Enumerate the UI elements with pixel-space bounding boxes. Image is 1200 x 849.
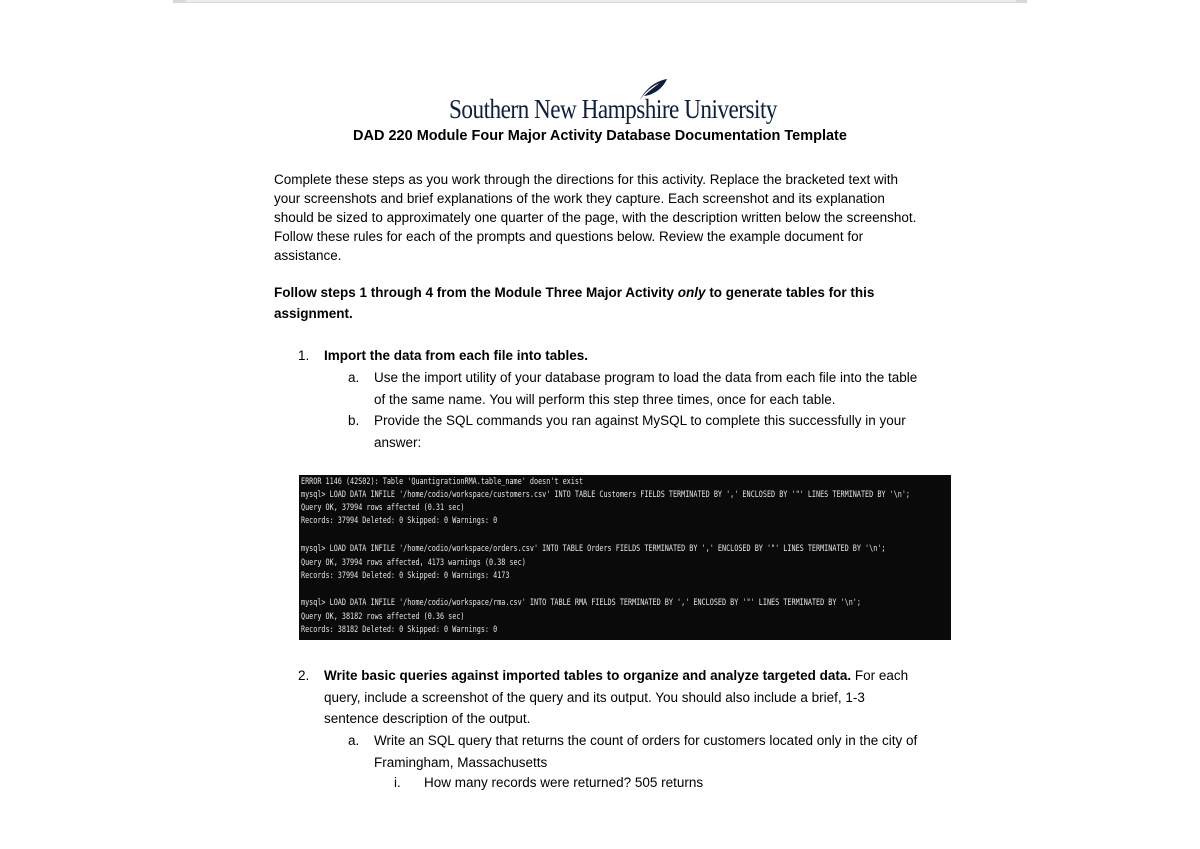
intro-paragraph: Complete these steps as you work through the directions for this activity. Replace the bracketed text with your screenshots and brief explanations of the work they capture. Each screenshot and its explanation should be sized to approximately one quarter of the page, with the description written below the screenshot. Follow these rules for each of the prompts and questions below. Review the example document for assistance. [274, 172, 917, 263]
steps-note-before: Follow steps 1 through 4 from the Module Three Major Activity [274, 285, 678, 300]
sub-item-text: Provide the SQL commands you ran against MySQL to complete this successfully in your answer: [374, 413, 906, 450]
terminal-line: mysql> LOAD DATA INFILE '/home/codio/workspace/rma.csv' INTO TABLE RMA FIELDS TERMINATED BY ',' ENCLOSED BY '"' LINES TERMINATED BY '\n'; [301, 598, 861, 608]
item-number: 2. [298, 668, 310, 683]
page-top-edge-inner [186, 0, 1016, 2]
terminal-line: Query OK, 37994 rows affected (0.31 sec) [301, 503, 465, 513]
item-title: Import the data from each file into tables. [324, 348, 589, 363]
steps-note-emphasis: only [677, 285, 706, 300]
sub-item-text: Write an SQL query that returns the count of orders for customers located only in the city of Framingham, Massachusetts [374, 733, 918, 770]
terminal-line: Records: 37994 Deleted: 0 Skipped: 0 Warnings: 0 [301, 516, 498, 526]
sub-item-label: a. [348, 733, 360, 748]
steps-note [274, 282, 924, 324]
terminal-line: Query OK, 38182 rows affected (0.36 sec) [301, 612, 465, 622]
sub-item-label: i. [394, 775, 401, 790]
sub-item-text: How many records were returned? 505 returns [424, 775, 704, 790]
sub-item-label: a. [348, 370, 360, 385]
terminal-screenshot [299, 475, 951, 640]
item-body [324, 665, 914, 730]
item-number: 1. [298, 348, 310, 363]
terminal-line: ERROR 1146 (42S02): Table 'QuantigrationRMA.table_name' doesn't exist [301, 477, 584, 487]
terminal-line: Records: 38182 Deleted: 0 Skipped: 0 Warnings: 0 [301, 625, 498, 635]
logo-wordmark: Southern New Hampshire University [449, 94, 777, 124]
university-logo [440, 78, 777, 126]
sub-item-text: Use the import utility of your database program to load the data from each file into the table of the same name. You will perform this step three times, once for each table. [374, 370, 918, 407]
terminal-line: Records: 37994 Deleted: 0 Skipped: 0 Warnings: 4173 [301, 571, 510, 581]
item-title: Write basic queries against imported tables to organize and analyze targeted data. [324, 668, 852, 683]
terminal-line: Query OK, 37994 rows affected, 4173 warnings (0.38 sec) [301, 558, 526, 568]
terminal-line: mysql> LOAD DATA INFILE '/home/codio/workspace/customers.csv' INTO TABLE Customers FIELDS TERMINATED BY ',' ENCLOSED BY '"' LINES TERMINATED BY '\n'; [301, 490, 911, 500]
steps-note-after: to generate tables for this assignment. [274, 285, 875, 321]
item-text: For each query, include a screenshot of the query and its output. You should also include a brief, 1-3 sentence description of the output. [324, 668, 909, 726]
terminal-line: mysql> LOAD DATA INFILE '/home/codio/workspace/orders.csv' INTO TABLE Orders FIELDS TERMINATED BY ',' ENCLOSED BY '"' LINES TERMINATED BY '\n'; [301, 544, 886, 554]
document-title: DAD 220 Module Four Major Activity Database Documentation Template [353, 128, 847, 144]
sub-item-label: b. [348, 413, 360, 428]
